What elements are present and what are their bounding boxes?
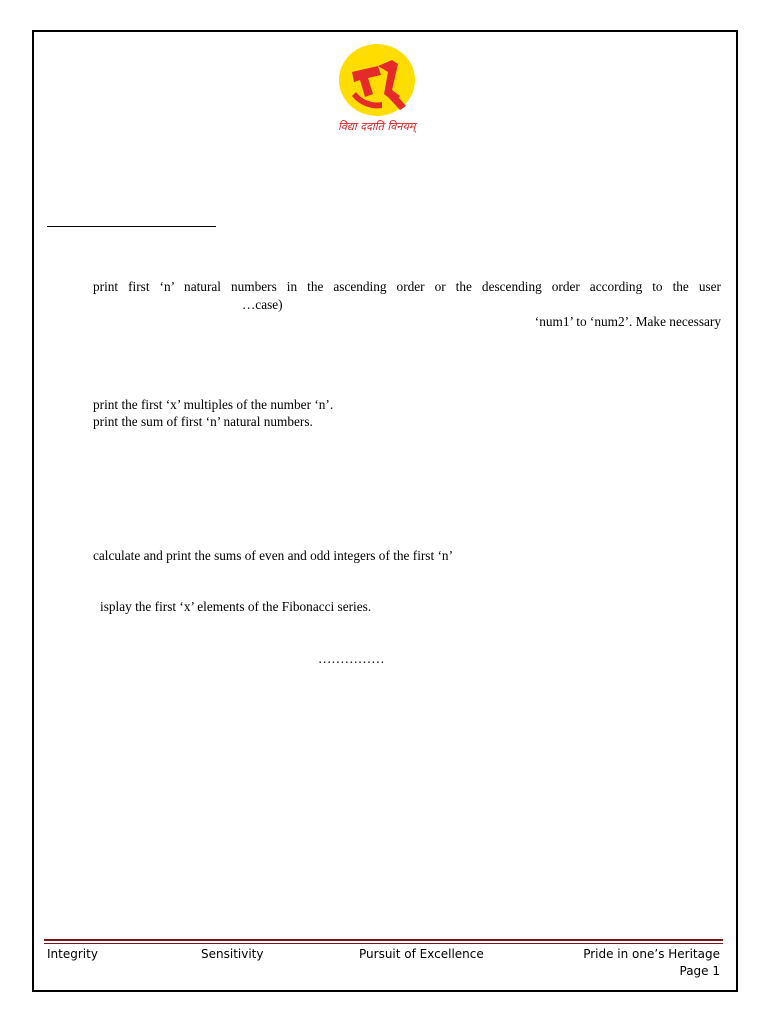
- footer-rule: [44, 939, 723, 941]
- q2-line1: ‘num1’ to ‘num2’. Make necessary: [534, 314, 721, 329]
- page-border: [32, 30, 738, 992]
- q5-line1: calculate and print the sums of even and odd integers of the first ‘n’: [93, 548, 454, 563]
- page-number: Page 1: [679, 964, 720, 978]
- school-logo: [332, 42, 462, 138]
- footer-value-integrity: Integrity: [47, 947, 98, 961]
- q1-line2: …case): [242, 297, 283, 312]
- footer-value-sensitivity: Sensitivity: [201, 947, 264, 961]
- ellipsis: ……………: [318, 651, 385, 666]
- footer-value-heritage: Pride in one’s Heritage: [583, 947, 720, 961]
- footer-value-excellence: Pursuit of Excellence: [359, 947, 484, 961]
- q3-line1: print the first ‘x’ multiples of the number ‘n’.: [93, 397, 334, 412]
- section-rule: [47, 226, 216, 227]
- q4-line1: print the sum of first ‘n’ natural numbers.: [93, 414, 313, 429]
- logo-motto: विद्या ददाति विनयम्: [338, 120, 416, 133]
- footer-rule-thin: [44, 943, 723, 944]
- q6-line1: isplay the first ‘x’ elements of the Fibonacci series.: [100, 599, 372, 614]
- q1-line1: print first ‘n’ natural numbers in the ascending order or the descending order according to the user: [93, 279, 721, 294]
